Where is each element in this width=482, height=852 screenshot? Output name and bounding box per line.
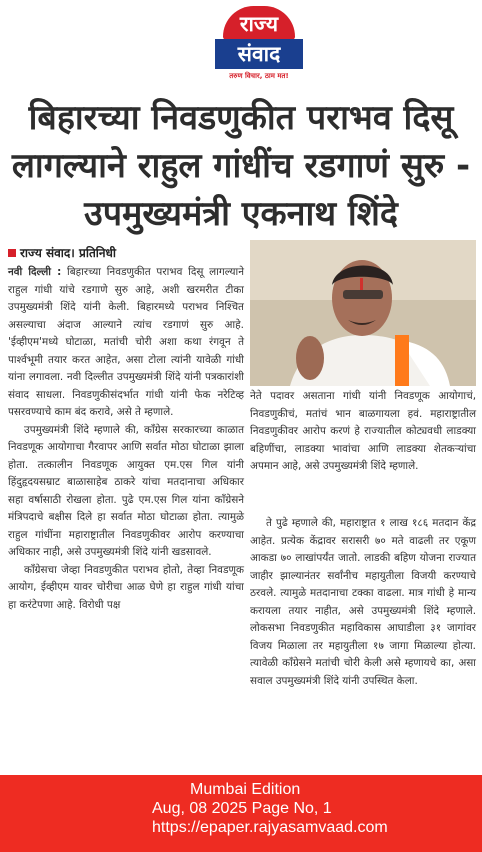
paragraph-3: काँग्रेसचा जेव्हा निवडणुकीत पराभव होतो, तेव्हा निवडणूक आयोग, ईव्हीएम यावर चोरीचा आळ घेणे हा राहुल गांधी यांचा हा करंटेपणा आहे. विरोधी पक्ष [8, 563, 244, 611]
edition-date-page: Aug, 08 2025 Page No, 1 [152, 800, 332, 817]
paragraph-4: नेते पदावर असताना गांधी यांनी निवडणूक आयोगाचं, निवडणुकीचं, मतांचं भान बाळगायला हवं. महाराष्ट्रातील निवडणुकीवर आरोप करणं हे राज्यातील कोट्यवधी लाडक्या बहिणींचा, लाडक्या भावांचा आणि लाडक्या शेतकऱ्यांचा अपमान आहे, असे उपमुख्यमंत्री शिंदे म्हणाले. [250, 390, 476, 472]
edition-footer [0, 775, 482, 852]
article-photo [250, 240, 476, 386]
logo-top-text: राज्य [223, 6, 295, 40]
byline [8, 244, 248, 261]
portrait-image [250, 240, 476, 386]
logo-bottom-text: संवाद [215, 39, 303, 69]
article-column-right-bottom [250, 515, 476, 690]
article-headline: बिहारच्या निवडणुकीत पराभव दिसू लागल्याने राहुल गांधींच रडगाणं सुरु - उपमुख्यमंत्री एकनाथ शिंदे [11, 98, 471, 234]
byline-marker-icon [8, 249, 16, 257]
paragraph-1 [8, 264, 244, 422]
paragraph-2: उपमुख्यमंत्री शिंदे म्हणाले की, काँग्रेस सरकारच्या काळात निवडणूक आयोगाचा गैरवापर आणि सर्वात मोठा घोटाळा झाला होता. तत्कालीन निवडणूक आयुक्त एम.एस गिल यांनी हिंदुहृदयसम्राट बाळासाहेब ठाकरे यांचा मतदानाचा अधिकार सहा वर्षासाठी रोखला होता. पुढे एम.एस गिल यांना काँग्रेसने मंत्रिपदाचे बक्षीस दिले हा सर्वात मोठा घोटाळा होता. त्यामुळे राहुल गांधींना महाराष्ट्रातील निवडणुकीवर आरोप करण्याचा अधिकार नाही, असे उपमुख्यमंत्री शिंदे यांनी खडसावले. [8, 423, 244, 558]
masthead-logo[interactable] [215, 6, 303, 90]
article-column-right-top [250, 388, 476, 476]
edition-name: Mumbai Edition [190, 781, 301, 798]
byline-text: राज्य संवाद। प्रतिनिधी [20, 246, 117, 260]
logo-tagline: तरुण विचार, ठाम मत! [229, 72, 289, 80]
paragraph-1-text: बिहारच्या निवडणुकीत पराभव दिसू लागल्याने राहुल गांधी यांचे रडगाणे सुरु आहे, अशी खरमरीत टीका उपमुख्यमंत्री शिंदे यांनी केली. बिहारमध्ये पराभव निश्चित असल्याचा अंदाज आल्याने त्यांच रडगाणं सुरु आहे. 'ईव्हीएम'मध्ये घोटाळा, मतांची चोरी अशा कथा रंगवून ते पार्श्वभूमी तयार करत आहेत, असा टोला त्यांनी यावेळी गांधी यांना लगावला. नवी दिल्लीत उपमुख्यमंत्री शिंदे यांनी पत्रकारांशी संवाद साधला. निवडणुकीसंदर्भात गांधी यांनी फेक नरेटिव्ह पसरवण्याचे काम बंद करावे, असे ते म्हणाले. [8, 266, 244, 418]
edition-url-link[interactable]: https://epaper.rajyasamvaad.com [152, 819, 388, 836]
dateline: नवी दिल्ली : [8, 266, 62, 278]
paragraph-5: ते पुढे म्हणाले की, महाराष्ट्रात १ लाख १८६ मतदान केंद्र आहेत. प्रत्येक केंद्रावर सरासरी ७० मते वाढली तर एकूण आकडा ७० लाखांपर्यंत जातो. लाडकी बहिण योजना राज्यात जाहीर झाल्यानंतर सर्वांनीच महायुतीला विजयी करण्याचे ठरवले. त्यामुळे मतदानाचा टक्का वाढला. मात्र गांधी हे मान्य करायला तयार नाहीत, असे उपमुख्यमंत्री शिंदे म्हणाले. लोकसभा निवडणुकीत महाविकास आघाडीला ३१ जागांवर विजय मिळाला तर महायुतीला १७ जागा मिळाल्या होत्या. त्यावेळी काँग्रेसने मतांची चोरी केली असे म्हणायचे का, असा सवाल उपमुख्यमंत्री शिंदे यांनी उपस्थित केला. [250, 517, 476, 687]
article-column-left [8, 264, 244, 614]
